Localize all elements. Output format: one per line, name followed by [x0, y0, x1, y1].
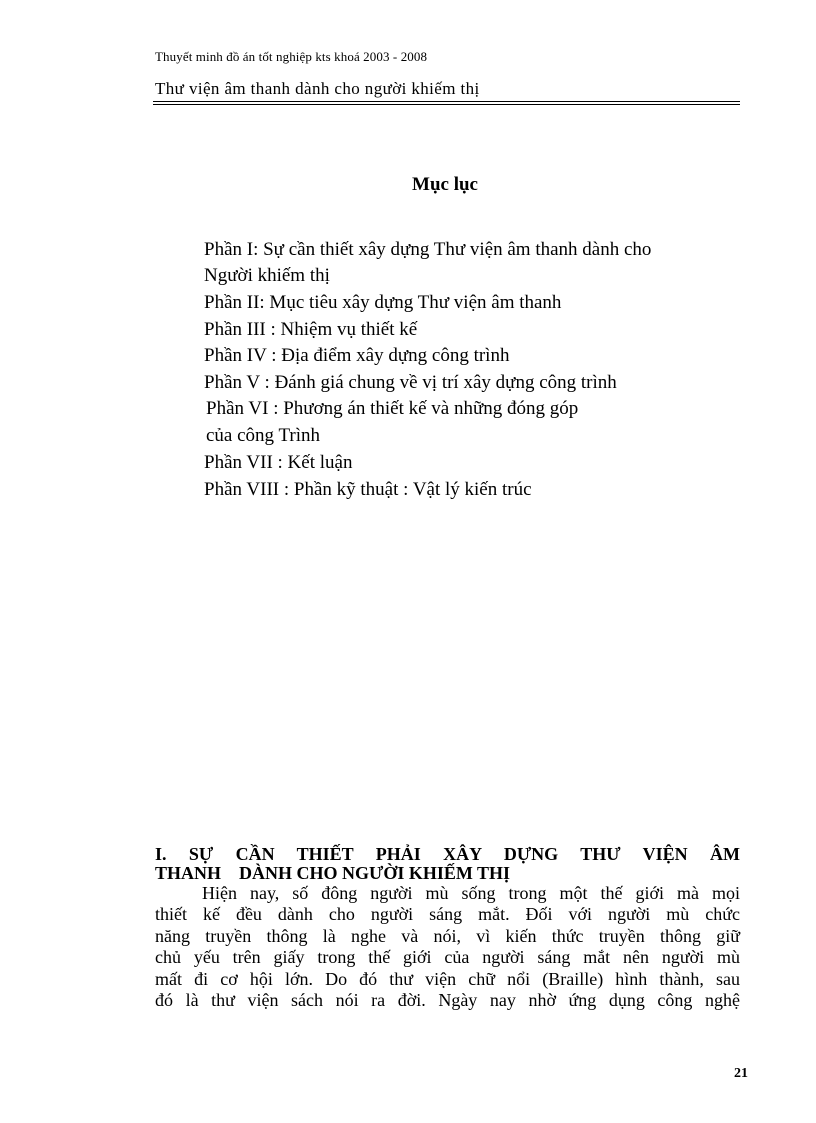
- body-line: chủ yếu trên giấy trong thế giới của người sáng mắt nên người mù: [155, 947, 740, 968]
- page-number: 21: [734, 1066, 748, 1081]
- toc-item: Phần II: Mục tiêu xây dựng Thư viện âm thanh: [204, 292, 562, 313]
- body-line: đó là thư viện sách nói ra đời. Ngày nay nhờ ứng dụng công nghệ: [155, 990, 740, 1011]
- toc-item: Phần VI : Phương án thiết kế và những đóng góp: [206, 398, 579, 419]
- toc-item: Phần III : Nhiệm vụ thiết kế: [204, 319, 418, 340]
- body-line: thiết kế đều dành cho người sáng mắt. Đối với người mù chức: [155, 904, 740, 925]
- section-heading-line-1: I. SỰ CẦN THIẾT PHẢI XÂY DỰNG THƯ VIỆN ÂM: [155, 844, 740, 864]
- section-heading: [155, 845, 740, 883]
- body-line: năng truyền thông là nghe và nói, vì kiến thức truyền thông giữ: [155, 925, 740, 946]
- section-body: [155, 883, 740, 1011]
- section-heading-line-2: THANH DÀNH CHO NGƯỜI KHIẾM THỊ: [155, 863, 511, 883]
- header-rule: [153, 101, 740, 105]
- toc-item: Người khiếm thị: [204, 265, 330, 286]
- header-line-1: Thuyết minh đồ án tốt nghiệp kts khoá 2003 - 2008: [155, 49, 428, 64]
- header-line-2: Thư viện âm thanh dành cho người khiếm thị: [155, 79, 480, 98]
- toc-item: Phần IV : Địa điểm xây dựng công trình: [204, 345, 510, 366]
- body-line: Hiện nay, số đông người mù sống trong một thế giới mà mọi: [202, 883, 740, 903]
- toc-item: Phần VIII : Phần kỹ thuật : Vật lý kiến trúc: [204, 479, 532, 500]
- toc-item: Phần I: Sự cần thiết xây dựng Thư viện âm thanh dành cho: [204, 239, 652, 260]
- toc-item: của công Trình: [206, 425, 320, 446]
- toc-item: Phần VII : Kết luận: [204, 452, 353, 473]
- body-line: mất đi cơ hội lớn. Do đó thư viện chữ nổi (Braille) hình thành, sau: [155, 968, 740, 989]
- toc-item: Phần V : Đánh giá chung về vị trí xây dựng công trình: [204, 372, 617, 393]
- toc-title: Mục lục: [412, 174, 478, 195]
